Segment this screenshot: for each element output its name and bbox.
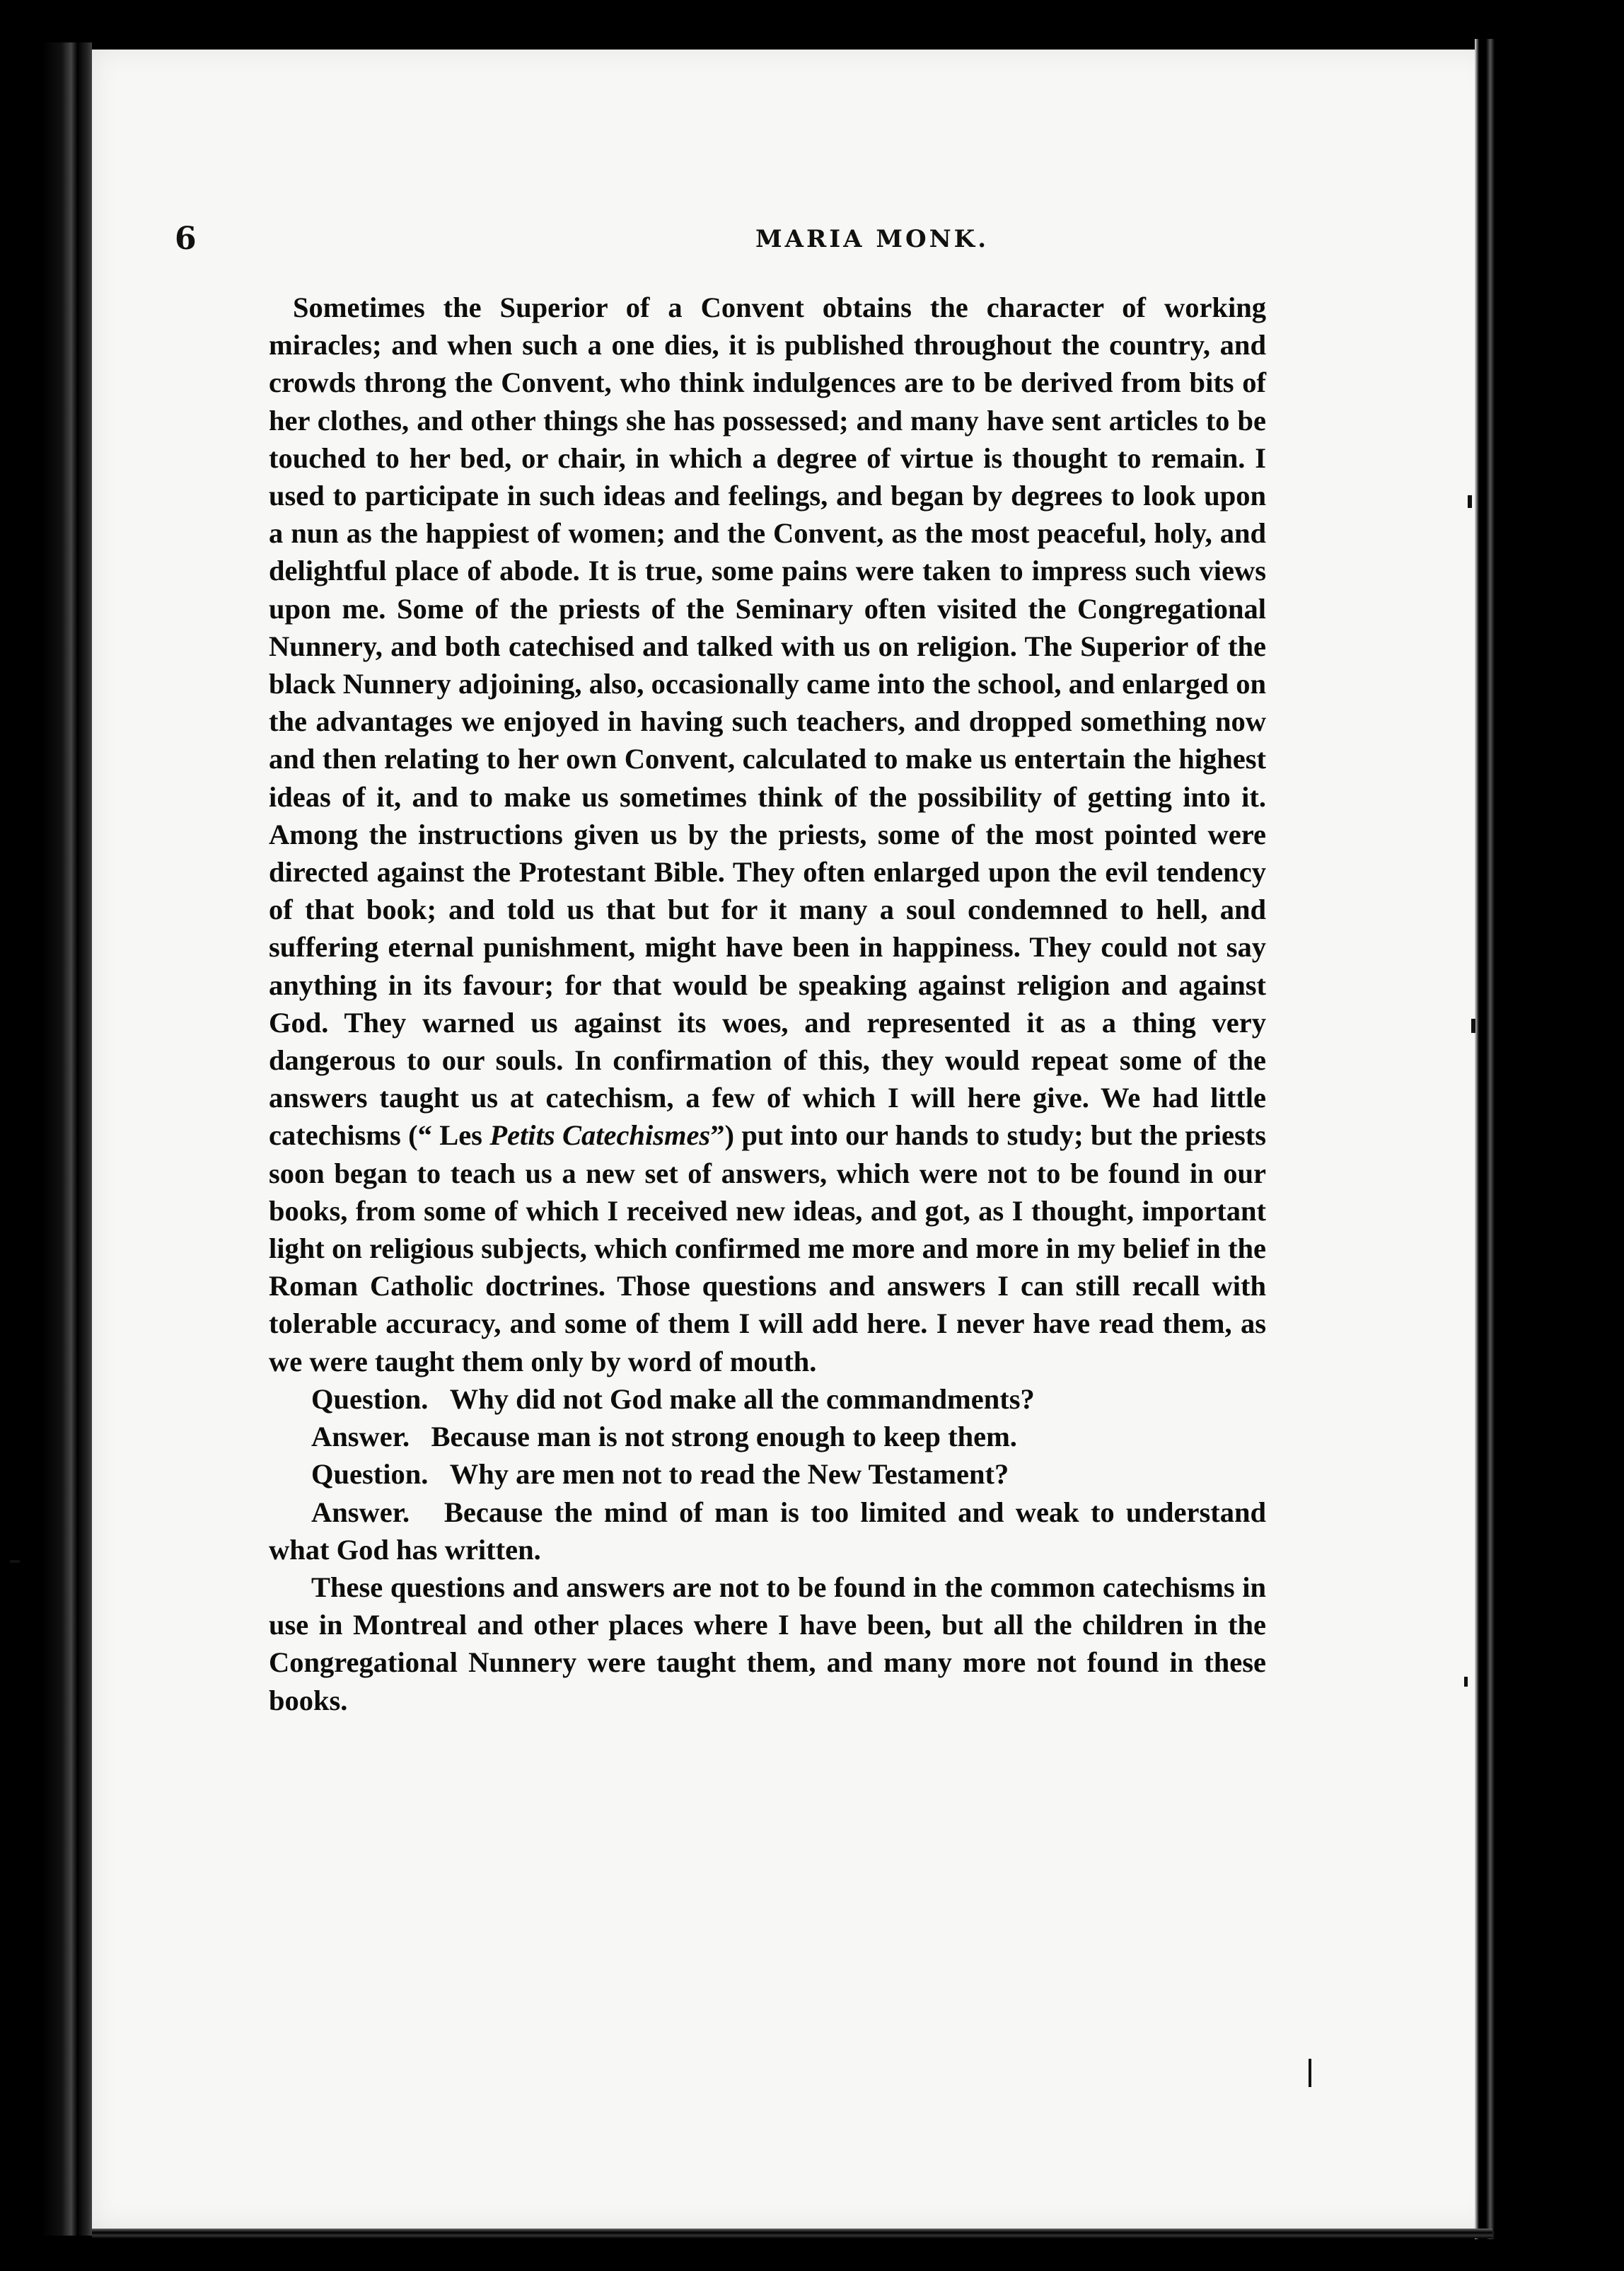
- qa-text: Why are men not to read the New Testament?: [449, 1458, 1009, 1491]
- qa-question-1: [269, 1380, 1266, 1418]
- scan-speck: [10, 1560, 20, 1563]
- paragraph-1: [269, 289, 1266, 1380]
- page-number: 6: [175, 221, 197, 257]
- scan-speck: [1468, 495, 1472, 508]
- qa-text: Because the mind of man is too limited and weak to understand what God has written.: [269, 1496, 1266, 1566]
- body-text: [269, 289, 1266, 1719]
- bottom-page-edge: [92, 2229, 1492, 2238]
- paragraph-1-part-a: Sometimes the Superior of a Convent obtains the character of working miracles; and when such a one dies, it is published throughout the country, and crowds throng the Convent, who think indulgences are to be derived from bits of her clothes, and other things she has possessed; and many have sent articles to be touched to her bed, or chair, in which a degree of virtue is thought to remain. I used to participate in such ideas and feelings, and began by degrees to look upon a nun as the happiest of women; and the Convent, as the most peaceful, holy, and delightful place of abode. It is true, some pains were taken to impress such views upon me. Some of the priests of the Seminary often visited the Congregational Nunnery, and both catechised and talked with us on religion. The Superior of the black Nunnery adjoining, also, occasionally came into the school, and enlarged on the advantages we enjoyed in having such teachers, and dropped something now and then relating to her own Convent, calculated to make us entertain the highest ideas of it, and to make us sometimes think of the possibility of getting into it. Among the instructions given us by the priests, some of the most pointed were directed against the Protestant Bible. They often enlarged upon the evil tendency of that book; and told us that but for it many a soul condemned to hell, and suffering eternal punishment, might have been in happiness. They could not say anything in its favour; for that would be speaking against religion and against God. They warned us against its woes, and represented it as a thing very dangerous to our souls. In confirmation of this, they would repeat some of the answers taught us at catechism, a few of which I will here give. We had little catechisms (“ Les: [269, 291, 1266, 1152]
- qa-label: Answer.: [311, 1421, 410, 1453]
- qa-text: Why did not God make all the commandments?: [449, 1382, 1035, 1415]
- qa-label: Answer.: [311, 1496, 410, 1528]
- italic-title: Petits Catechismes: [489, 1119, 711, 1152]
- paragraph-last: These questions and answers are not to be found in the common catechisms in use in Montreal and other places where I have been, but all the children in the Congregational Nunnery were taught them, and many more not found in these books.: [269, 1571, 1266, 1716]
- qa-label: Question.: [311, 1382, 429, 1415]
- qa-question-2: [269, 1455, 1266, 1493]
- right-page-edge: [1475, 39, 1503, 2239]
- qa-answer-2: [269, 1493, 1266, 1568]
- paragraph-1-part-b: ”) put into our hands to study; but the priests soon began to teach us a new set of answers, which were not to be found in our books, from some of which I received new ideas, and got, as I thought, important light on religious subjects, which confirmed me more and more in my belief in the Roman Catholic doctrines. Those questions and answers I can still recall with tolerable accuracy, and some of them I will add here. I never have read them, as we were taught them only by word of mouth.: [269, 1119, 1267, 1377]
- qa-answer-1: [269, 1418, 1266, 1455]
- running-head: MARIA MONK.: [755, 225, 990, 253]
- scan-speck: [1471, 1019, 1475, 1033]
- scan-speck: [1309, 2059, 1311, 2087]
- qa-text: Because man is not strong enough to keep them.: [431, 1421, 1017, 1453]
- qa-label: Question.: [311, 1458, 429, 1491]
- scan-speck: [1464, 1677, 1468, 1687]
